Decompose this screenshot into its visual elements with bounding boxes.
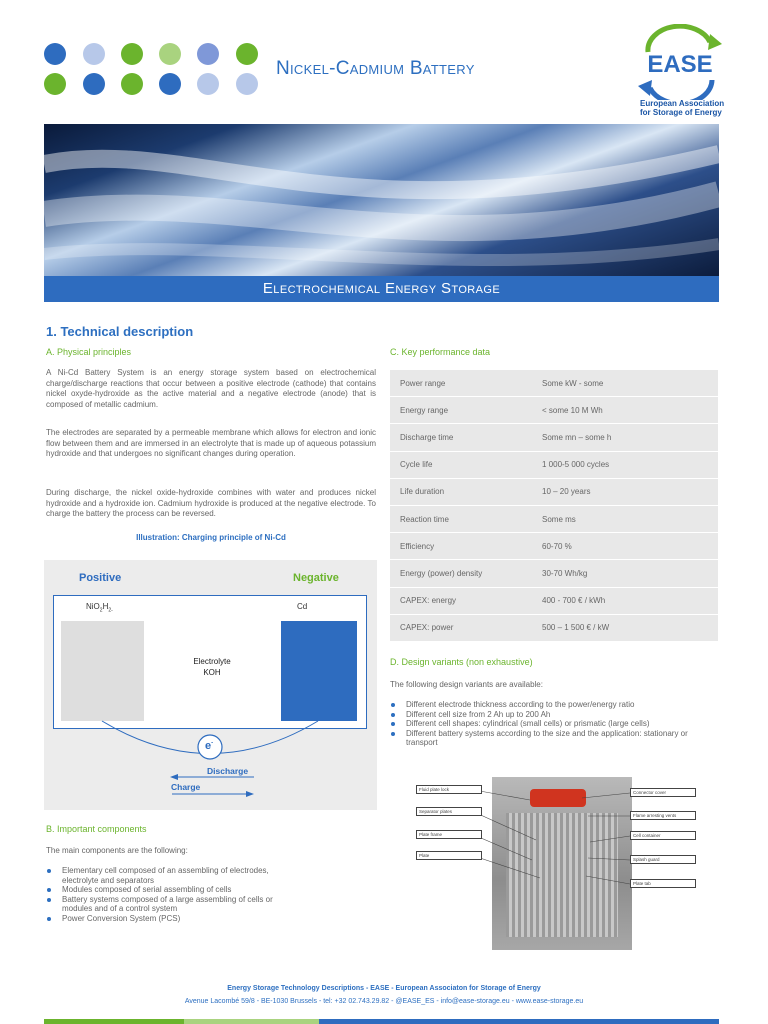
table-row bbox=[390, 614, 718, 641]
table-row bbox=[390, 478, 718, 505]
table-row bbox=[390, 533, 718, 560]
list-item: Power Conversion System (PCS) bbox=[46, 914, 276, 924]
banner-waves bbox=[44, 124, 719, 277]
ease-logo-graphic bbox=[630, 24, 730, 100]
electrolyte-line2: KOH bbox=[203, 668, 221, 677]
table-row bbox=[390, 560, 718, 587]
logo-subtitle bbox=[640, 99, 750, 117]
components-list bbox=[46, 866, 276, 923]
pos-formula-mid: H bbox=[102, 602, 109, 611]
physical-paragraph-3: During discharge, the nickel oxide-hydroxide combines with water and produces nickel hydroxide and a hydroxide ion. Cadmium hydroxide is produced at the negative electrode. To charge the battery the process can be reversed. bbox=[46, 488, 376, 518]
photo-label: Plate frame bbox=[416, 830, 482, 839]
list-item: Battery systems composed of a large assembling of cells or modules and of a control system bbox=[46, 895, 276, 914]
discharge-label: Discharge bbox=[207, 766, 249, 776]
ease-logo bbox=[630, 24, 730, 100]
pos-formula-base: NiO bbox=[86, 602, 100, 611]
design-intro: The following design variants are available: bbox=[390, 680, 543, 689]
section-banner-title: Electrochemical Energy Storage bbox=[262, 280, 501, 297]
list-item: Different electrode thickness according to the power/energy ratio bbox=[390, 700, 690, 710]
kpd-value: < some 10 M Wh bbox=[542, 397, 718, 424]
key-performance-table bbox=[390, 370, 718, 642]
kpd-value: Some kW - some bbox=[542, 370, 718, 397]
svg-text:EASE: EASE bbox=[647, 51, 713, 78]
key-performance-heading: C. Key performance data bbox=[390, 347, 491, 357]
decorative-dot bbox=[44, 43, 66, 65]
kpd-value: 500 – 1 500 € / kW bbox=[542, 614, 718, 641]
important-components-heading: B. Important components bbox=[46, 824, 147, 834]
kpd-key: Reaction time bbox=[390, 505, 542, 532]
kpd-key: Discharge time bbox=[390, 424, 542, 451]
footer-bar-green bbox=[44, 1019, 184, 1024]
negative-formula: Cd bbox=[297, 602, 308, 611]
table-row bbox=[390, 424, 718, 451]
decorative-dot bbox=[159, 43, 181, 65]
pos-formula-sub2: 2- bbox=[108, 607, 113, 614]
list-item: Different cell size from 2 Ah up to 200 Ah bbox=[390, 710, 690, 720]
table-row bbox=[390, 370, 718, 397]
footer-bar-lightgreen bbox=[184, 1019, 319, 1024]
decorative-dot bbox=[121, 73, 143, 95]
photo-label: Flame arresting vents bbox=[630, 811, 696, 820]
design-variants-heading: D. Design variants (non exhaustive) bbox=[390, 657, 533, 667]
positive-label: Positive bbox=[79, 572, 122, 584]
components-intro: The main components are the following: bbox=[46, 846, 188, 855]
pos-formula-sub1: 2 bbox=[99, 607, 103, 614]
footer-bar-blue bbox=[319, 1019, 719, 1024]
logo-subtitle-line2: for Storage of Energy bbox=[640, 108, 722, 117]
kpd-key: Energy (power) density bbox=[390, 560, 542, 587]
page-title: Nickel-Cadmium Battery bbox=[276, 58, 475, 79]
kpd-value: Some mn – some h bbox=[542, 424, 718, 451]
physical-paragraph-1: A Ni-Cd Battery System is an energy storage system based on electrochemical charge/discharge reactions that occur between a positive electrode (cathode) that contains nickel oxyde-hydroxide as the active material and a negative electrode (anode) that is composed of metallic cadmium. bbox=[46, 368, 376, 409]
decorative-dot bbox=[236, 43, 258, 65]
electrolyte-line1: Electrolyte bbox=[193, 657, 231, 666]
photo-label: Cell container bbox=[630, 831, 696, 840]
decorative-dot bbox=[83, 43, 105, 65]
charge-label: Charge bbox=[171, 782, 201, 792]
table-row bbox=[390, 587, 718, 614]
list-item: Different cell shapes: cylindrical (small cells) or prismatic (large cells) bbox=[390, 719, 690, 729]
electron-letter: e bbox=[205, 740, 212, 752]
physical-principles-heading: A. Physical principles bbox=[46, 347, 132, 357]
kpd-value: 30-70 Wh/kg bbox=[542, 560, 718, 587]
kpd-value: 60-70 % bbox=[542, 533, 718, 560]
decorative-dot bbox=[44, 73, 66, 95]
table-row bbox=[390, 397, 718, 424]
illustration-title: Illustration: Charging principle of Ni-Cd bbox=[136, 533, 286, 542]
table-row bbox=[390, 451, 718, 478]
decorative-dot bbox=[121, 43, 143, 65]
decorative-dot bbox=[197, 43, 219, 65]
design-list bbox=[390, 700, 690, 748]
photo-label: Connector cover bbox=[630, 788, 696, 797]
photo-label: Plate bbox=[416, 851, 482, 860]
physical-paragraph-2: The electrodes are separated by a permeable membrane which allows for electron and ionic flow between them and are immersed in an electrolyte that is made up of aqueous potassium hydroxide and that undergoes no significant changes during operation. bbox=[46, 428, 376, 458]
kpd-key: Efficiency bbox=[390, 533, 542, 560]
kpd-value: Some ms bbox=[542, 505, 718, 532]
footer-title: Energy Storage Technology Descriptions - EASE - European Associaton for Storage of Energy bbox=[227, 985, 541, 992]
kpd-key: Cycle life bbox=[390, 451, 542, 478]
kpd-value: 400 - 700 € / kWh bbox=[542, 587, 718, 614]
footer-contact: Avenue Lacombé 59/8 - BE-1030 Brussels - tel: +32 02.743.29.82 - @EASE_ES - info@ease-storage.eu - www.ease-storage.eu bbox=[184, 998, 584, 1005]
list-item: Different battery systems according to the size and the application: stationary or transport bbox=[390, 729, 690, 748]
kpd-key: Energy range bbox=[390, 397, 542, 424]
electron-symbol bbox=[205, 740, 213, 752]
kpd-key: Life duration bbox=[390, 478, 542, 505]
photo-label: Plate tab bbox=[630, 879, 696, 888]
banner-image bbox=[44, 124, 719, 277]
kpd-key: CAPEX: energy bbox=[390, 587, 542, 614]
photo-label: Splash guard bbox=[630, 855, 696, 864]
decorative-dot bbox=[236, 73, 258, 95]
logo-subtitle-line1: European Association bbox=[640, 99, 725, 108]
kpd-value: 10 – 20 years bbox=[542, 478, 718, 505]
kpd-key: Power range bbox=[390, 370, 542, 397]
label-leader-lines bbox=[470, 780, 640, 890]
technical-description-heading: 1. Technical description bbox=[46, 324, 194, 339]
list-item: Elementary cell composed of an assembling of electrodes, electrolyte and separators bbox=[46, 866, 276, 885]
photo-label: Fluid plate lock bbox=[416, 785, 482, 794]
list-item: Modules composed of serial assembling of cells bbox=[46, 885, 276, 895]
electron-charge: - bbox=[211, 740, 214, 747]
kpd-key: CAPEX: power bbox=[390, 614, 542, 641]
decorative-dot bbox=[159, 73, 181, 95]
decorative-dot bbox=[197, 73, 219, 95]
photo-label: Separator plates bbox=[416, 807, 482, 816]
nicd-illustration bbox=[44, 560, 377, 810]
decorative-dot bbox=[83, 73, 105, 95]
table-row bbox=[390, 505, 718, 532]
section-banner bbox=[44, 276, 719, 302]
negative-label: Negative bbox=[293, 572, 339, 584]
kpd-value: 1 000-5 000 cycles bbox=[542, 451, 718, 478]
